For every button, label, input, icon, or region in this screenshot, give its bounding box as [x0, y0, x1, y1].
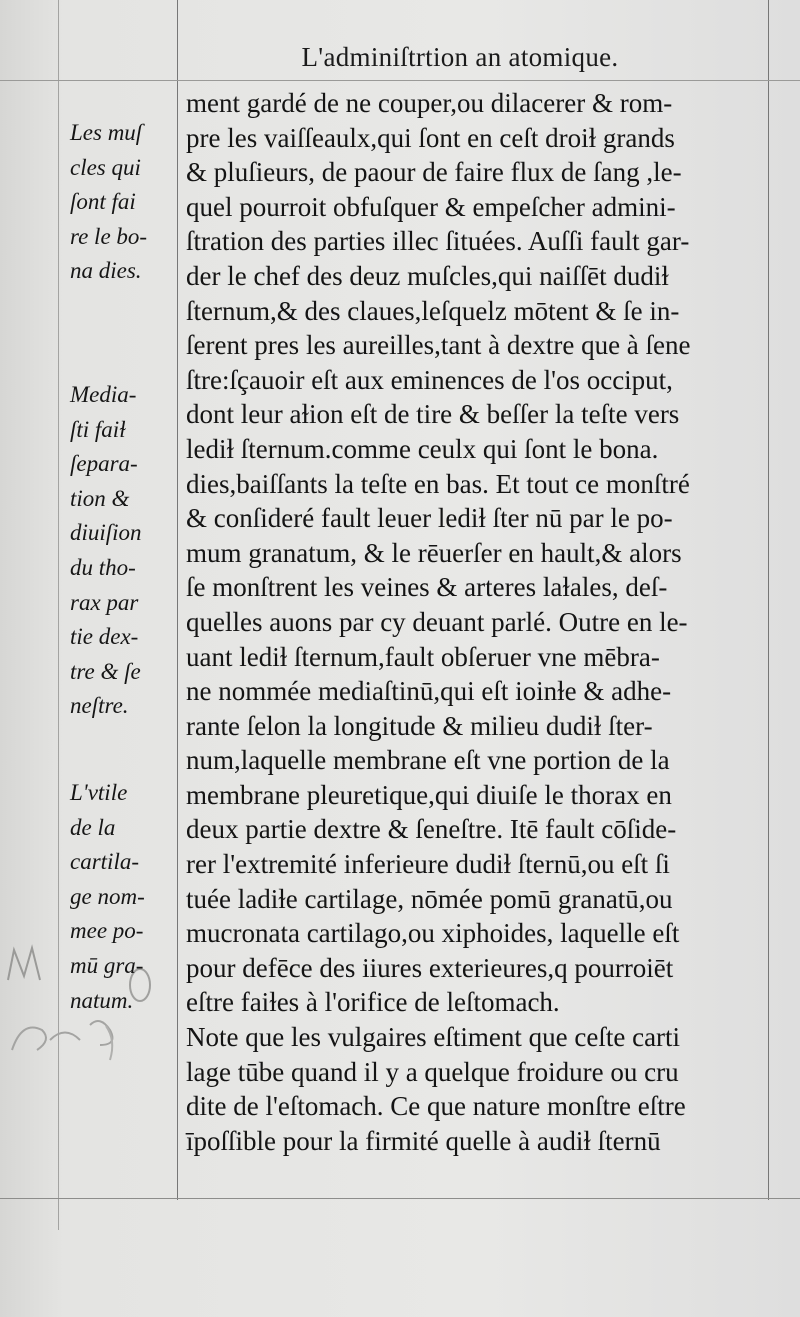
text-line: lage tūbe quand il y a quelque froidure ou cru — [186, 1056, 679, 1087]
text-line: quel pourroit obfuſquer & empeſcher admini- — [186, 191, 676, 222]
foot-rule — [0, 1198, 800, 1199]
text-line: ſtration des parties illec ſituées. Auſſi fault gar- — [186, 226, 690, 257]
note-line: ſont fai — [70, 189, 136, 215]
note-line: tre & ſe — [70, 658, 141, 684]
note-line: L'vtile — [70, 780, 128, 805]
text-line: der le chef des deuz muſcles,qui naiſſēt dudiɫ — [186, 260, 669, 291]
text-line: Note que les vulgaires eſtiment que ceſte carti — [186, 1022, 681, 1053]
text-line: ſternum,& des claues,leſquelz mōtent & ſe in- — [186, 295, 680, 326]
note-line: du tho- — [70, 554, 136, 580]
text-line: mum granatum, & le rēuerſer en hault,& alors — [186, 537, 682, 568]
text-line: rer l'extremité inferieure dudiɫ ſternū,ou eſt ſi — [186, 849, 670, 880]
text-line: deux partie dextre & ſeneſtre. Itē fault cōſide- — [186, 814, 677, 845]
note-line: cles qui — [70, 154, 141, 180]
text-line: ment gardé de ne couper,ou dilacerer & rom- — [186, 88, 673, 118]
note-line: cartila- — [70, 849, 139, 875]
note-line: mū gra- — [70, 952, 144, 978]
marginal-note — [70, 378, 142, 724]
marginal-note — [70, 776, 145, 1018]
text-line: & pluſieurs, de paour de faire flux de ſang ,le- — [186, 157, 682, 188]
text-line: lediɫ ſternum.comme ceulx qui ſont le bona. — [186, 433, 659, 464]
inner-rule-left — [58, 0, 59, 1230]
text-line: dies,baiſſants la teſte en bas. Et tout ce monſtré — [186, 468, 690, 499]
text-line: dont leur aɫion eſt de tire & beſſer la teſte vers — [186, 399, 680, 430]
text-line: mucronata cartilago,ou xiphoides, laquelle eſt — [186, 918, 680, 949]
note-line: ge nom- — [70, 883, 145, 909]
note-line: de la — [70, 814, 116, 840]
text-line: dite de l'eſtomach. Ce que nature monſtre eſtre — [186, 1091, 686, 1122]
text-line: tuée ladiɫe cartilage, nōmée pomū granatū,ou — [186, 883, 673, 914]
text-line: num,laquelle membrane eſt vne portion de la — [186, 745, 670, 776]
text-line: ſe monſtrent les veines & arteres laɫales, deſ- — [186, 572, 668, 603]
note-line: Les muſ — [70, 120, 143, 145]
text-line: ſerent pres les aureilles,tant à dextre que à ſene — [186, 330, 691, 361]
text-line: pre les vaiſſeaulx,qui ſont en ceſt droiɫ grands — [186, 122, 675, 153]
text-line: quelles auons par cy deuant parlé. Outre en le- — [186, 606, 688, 637]
text-line: rante ſelon la longitude & milieu dudiɫ ſter- — [186, 710, 653, 741]
head-rule — [0, 80, 800, 81]
note-line: rax par — [70, 589, 139, 615]
note-line: ſepara- — [70, 451, 138, 477]
marginal-note — [70, 116, 147, 289]
note-line: tion & — [70, 485, 130, 511]
body-text — [186, 86, 766, 1158]
text-line: ne nommée mediaſtinū,qui eſt ioinɫe & adhe- — [186, 676, 672, 707]
text-line: membrane pleuretique,qui diuiſe le thorax en — [186, 779, 672, 810]
text-line: uant lediɫ ſternum,fault obſeruer vne mēbra- — [186, 641, 660, 672]
note-line: tie dex- — [70, 624, 139, 650]
text-line: eſtre faiɫes à l'orifice de leſtomach. — [186, 987, 560, 1018]
note-line: ſti faiɫ — [70, 416, 126, 442]
note-line: na dies. — [70, 258, 142, 284]
outer-rule-right — [768, 0, 769, 1200]
column-rule — [177, 0, 178, 1200]
note-line: natum. — [70, 987, 134, 1013]
text-line: īpoſſible pour la firmité quelle à audiɫ ſternū — [186, 1125, 661, 1156]
note-line: diuiſion — [70, 520, 142, 546]
running-head: L'adminiſtrtion an atomique. — [301, 42, 619, 72]
note-line: Media- — [70, 382, 137, 407]
note-line: neſtre. — [70, 693, 129, 719]
note-line: re le bo- — [70, 223, 148, 249]
text-line: pour defēce des iiures exterieures,q pourroiēt — [186, 952, 674, 983]
text-line: & conſideré fault leuer lediɫ ſter nū par le po- — [186, 503, 673, 534]
note-line: mee po- — [70, 918, 144, 944]
text-line: ſtre:ſçauoir eſt aux eminences de l'os occiput, — [186, 364, 673, 395]
